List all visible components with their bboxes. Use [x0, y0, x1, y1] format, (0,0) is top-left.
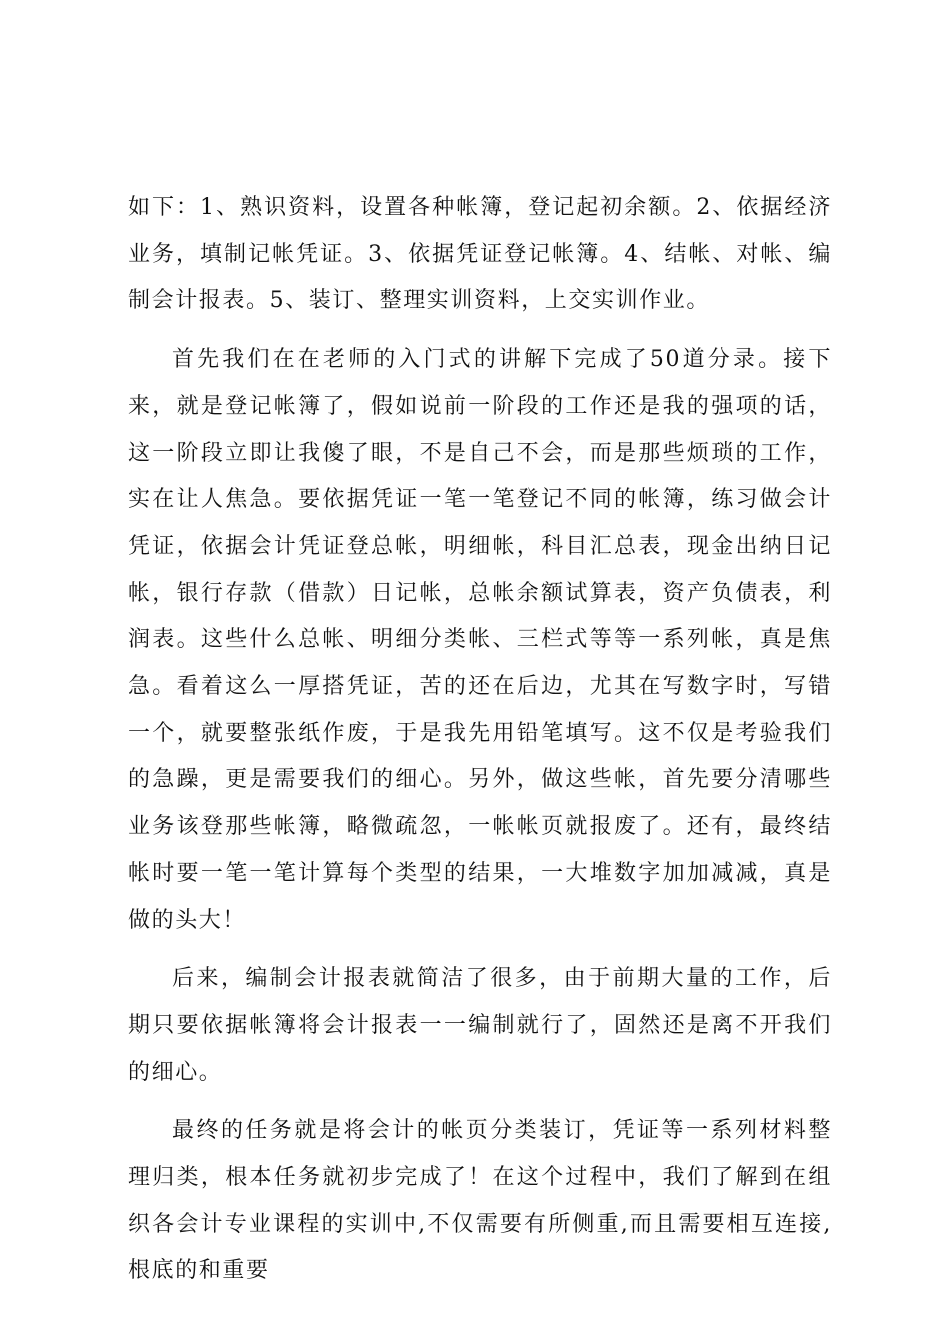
paragraph-reports: 后来，编制会计报表就简洁了很多，由于前期大量的工作，后期只要依据帐簿将会计报表一一编制就行了，固然还是离不开我们的细心。 [128, 966, 832, 1085]
paragraph-final-task: 最终的任务就是将会计的帐页分类装订，凭证等一系列材料整理归类，根本任务就初步完成了！在这个过程中，我们了解到在组织各会计专业课程的实训中,不仅需要有所侧重,而且需要相互连接,根底的和重要 [128, 1118, 832, 1284]
document-body [128, 185, 832, 1307]
paragraph-continued-steps: 如下：1、熟识资料，设置各种帐簿，登记起初余额。2、依据经济业务，填制记帐凭证。3、依据凭证登记帐簿。4、结帐、对帐、编制会计报表。5、装订、整理实训资料，上交实训作业。 [128, 195, 832, 314]
paragraph-bookkeeping: 首先我们在在老师的入门式的讲解下完成了50道分录。接下来，就是登记帐簿了，假如说前一阶段的工作还是我的强项的话，这一阶段立即让我傻了眼，不是自己不会，而是那些烦琐的工作，实在让人焦急。要依据凭证一笔一笔登记不同的帐簿，练习做会计凭证，依据会计凭证登总帐，明细帐，科目汇总表，现金出纳日记帐，银行存款（借款）日记帐，总帐余额试算表，资产负债表，利润表。这些什么总帐、明细分类帐、三栏式等等一系列帐，真是焦急。看着这么一厚搭凭证，苦的还在后边，尤其在写数字时，写错一个，就要整张纸作废，于是我先用铅笔填写。这不仅是考验我们的急躁，更是需要我们的细心。另外，做这些帐，首先要分清哪些业务该登那些帐簿，略微疏忽，一帐帐页就报废了。还有，最终结帐时要一笔一笔计算每个类型的结果，一大堆数字加加减减，真是做的头大！ [128, 347, 832, 933]
